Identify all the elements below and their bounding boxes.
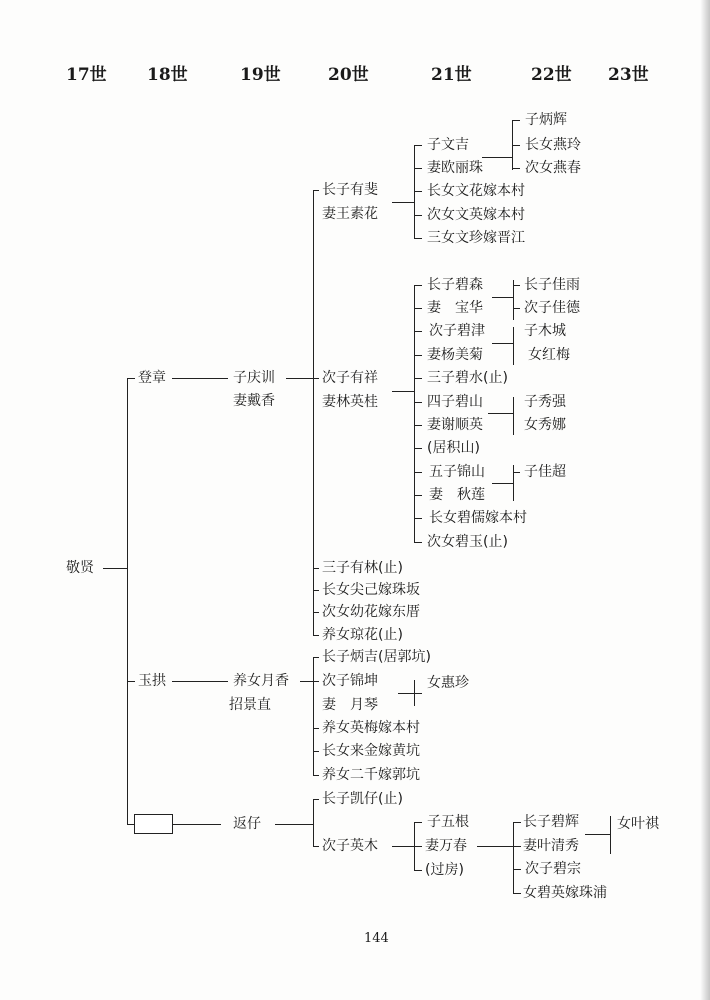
gen-19-label: 19世 xyxy=(240,65,281,85)
gen-17-label: 17世 xyxy=(66,65,107,85)
gen23-yeqi: 女叶祺 xyxy=(617,816,659,832)
gen22-yanchun: 次女燕春 xyxy=(525,160,581,176)
gen20-jinkun-wife: 妻 月琴 xyxy=(322,697,378,713)
gen-21-label: 21世 xyxy=(431,65,472,85)
gen22-bihui: 长子碧辉 xyxy=(523,814,579,830)
gen18-dengzhang: 登章 xyxy=(138,370,166,386)
gen19-jingzhi: 招景直 xyxy=(229,697,271,713)
gen18-blank-name-box xyxy=(134,814,173,834)
gen-20-label: 20世 xyxy=(328,65,369,85)
gen20-youxiang-wife: 妻林英桂 xyxy=(322,394,378,410)
gen20-erqian: 养女二千嫁郭坑 xyxy=(322,767,420,783)
gen22-yanling: 长女燕玲 xyxy=(525,137,581,153)
gen20-qionghua: 养女琼花(止) xyxy=(322,627,403,643)
gen21-wenhua: 长女文花嫁本村 xyxy=(427,183,525,199)
gen21-wugen-wife: 妻万春 xyxy=(425,838,467,854)
gen20-youfei-wife: 妻王素花 xyxy=(322,206,378,222)
gen21-wugen: 子五根 xyxy=(427,814,469,830)
gen22-xiuna: 女秀娜 xyxy=(524,417,566,433)
gen21-bisen-wife: 妻 宝华 xyxy=(427,300,483,316)
gen21-bishui: 三子碧水(止) xyxy=(427,370,508,386)
gen-22-label: 22世 xyxy=(531,65,572,85)
gen21-xishan-wife: 妻 秋莲 xyxy=(429,487,485,503)
gen19-yuexiang: 养女月香 xyxy=(233,673,289,689)
page-number: 144 xyxy=(364,931,389,946)
root-ancestor-name: 敬贤 xyxy=(66,560,94,576)
gen21-bijin: 次子碧津 xyxy=(429,323,485,339)
gen22-xiuqiang: 子秀强 xyxy=(524,394,566,410)
gen22-binghui: 子炳辉 xyxy=(525,112,567,128)
scan-edge-shadow xyxy=(700,0,710,1000)
gen20-youhua: 次女幼花嫁东厝 xyxy=(322,604,420,620)
gen21-wenji-wife: 妻欧丽珠 xyxy=(427,160,483,176)
gen21-wenji: 子文吉 xyxy=(427,137,469,153)
gen21-wugen-note: (过房) xyxy=(425,862,464,878)
gen18-yugong: 玉拱 xyxy=(138,673,166,689)
gen20-kaizai: 长子凯仔(止) xyxy=(322,791,403,807)
gen20-youlin: 三子有林(止) xyxy=(322,560,403,576)
gen21-bishan: 四子碧山 xyxy=(427,394,483,410)
gen22-bihui-wife: 妻叶清秀 xyxy=(523,838,579,854)
gen22-bizong: 次子碧宗 xyxy=(525,861,581,877)
gen21-bishan-note: (居积山) xyxy=(427,440,480,456)
gen21-huizhen: 女惠珍 xyxy=(427,675,469,691)
gen20-yingmei: 养女英梅嫁本村 xyxy=(322,720,420,736)
gen21-bisen: 长子碧森 xyxy=(427,277,483,293)
gen20-jinkun: 次子锦坤 xyxy=(322,673,378,689)
gen20-jianji: 长女尖己嫁珠坂 xyxy=(322,582,420,598)
gen-18-label: 18世 xyxy=(147,65,188,85)
gen19-fanzai: 返仔 xyxy=(233,816,261,832)
gen21-bishan-wife: 妻谢顺英 xyxy=(427,417,483,433)
gen20-youxiang: 次子有祥 xyxy=(322,370,378,386)
gen19-qingxun: 子庆训 xyxy=(233,370,275,386)
gen-23-label: 23世 xyxy=(608,65,649,85)
gen22-jiayu: 长子佳雨 xyxy=(524,277,580,293)
gen21-wenying: 次女文英嫁本村 xyxy=(427,207,525,223)
gen21-bijin-wife: 妻杨美菊 xyxy=(427,347,483,363)
gen20-laijin: 长女来金嫁黄坑 xyxy=(322,743,420,759)
gen22-jiachao: 子佳超 xyxy=(524,464,566,480)
gen21-biyu: 次女碧玉(止) xyxy=(427,534,508,550)
gen21-xishan: 五子锦山 xyxy=(429,464,485,480)
gen22-jiade: 次子佳德 xyxy=(524,300,580,316)
gen21-biru: 长女碧儒嫁本村 xyxy=(429,510,527,526)
gen20-bingji: 长子炳吉(居郭坑) xyxy=(322,649,431,665)
gen21-wenzhen: 三女文珍嫁晋江 xyxy=(427,230,525,246)
gen22-hongmei: 女红梅 xyxy=(528,347,570,363)
gen19-qingxun-wife: 妻戴香 xyxy=(233,393,275,409)
gen22-biying: 女碧英嫁珠浦 xyxy=(523,885,607,901)
gen22-mucheng: 子木城 xyxy=(524,323,566,339)
gen20-youfei: 长子有斐 xyxy=(322,182,378,198)
gen20-yingmu: 次子英木 xyxy=(322,838,378,854)
